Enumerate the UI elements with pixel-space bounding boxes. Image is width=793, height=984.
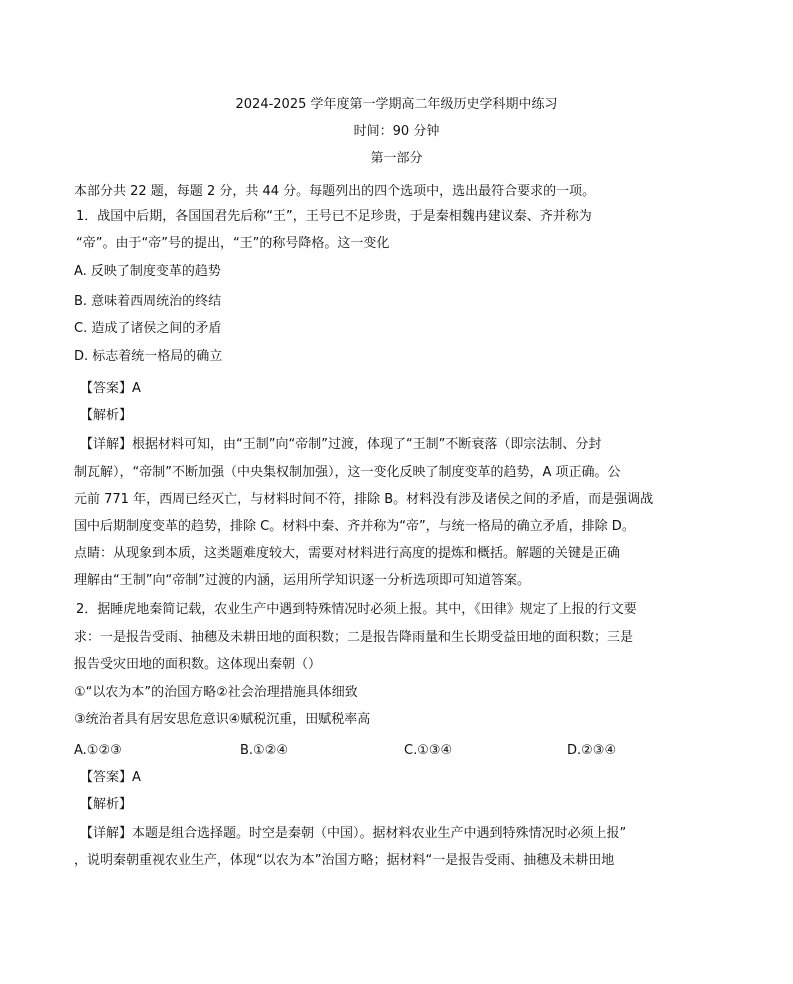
q1-detail-line-3: 元前 771 年，西周已经灭亡，与材料时间不符，排除 B。材料没有涉及诸侯之间的矛盾，而是强调战 [74, 492, 654, 507]
q2-option-c: C.①③④ [404, 743, 453, 758]
q2-stem-line-1: 2．据睡虎地秦简记载，农业生产中遇到特殊情况时必须上报。其中，《田律》规定了上报的行文要 [76, 602, 637, 617]
section-intro: 本部分共 22 题，每题 2 分，共 44 分。每题列出的四个选项中，选出最符合要求的一项。 [74, 184, 596, 199]
q2-stem-line-2: 求：一是报告受雨、抽穗及未耕田地的面积数；二是报告降雨量和生长期受益田地的面积数；三是 [74, 630, 634, 645]
exam-time: 时间：90 分钟 [353, 124, 440, 139]
q2-stem-line-3: 报告受灾田地的面积数。这体现出秦朝（） [74, 657, 322, 672]
q1-detail-line-6: 理解由“王制”向“帝制”过渡的内涵，运用所学知识逐一分析选项即可知道答案。 [74, 573, 530, 588]
q2-analysis-label: 【解析】 [80, 797, 133, 812]
q1-option-b: B. 意味着西周统治的终结 [74, 294, 222, 309]
page-title: 2024-2025 学年度第一学期高二年级历史学科期中练习 [235, 97, 558, 112]
q1-option-c: C. 造成了诸侯之间的矛盾 [74, 321, 222, 336]
q2-statements-line-1: ①“以农为本”的治国方略②社会治理措施具体细致 [74, 685, 358, 700]
q1-stem-line-1: 1．战国中后期，各国国君先后称“王”，王号已不足珍贵，于是秦相魏冉建议秦、齐并称为 [76, 209, 592, 224]
q2-option-a: A.①②③ [74, 743, 122, 758]
q1-option-a: A. 反映了制度变革的趋势 [74, 264, 221, 279]
q1-detail-line-5: 点睛：从现象到本质，这类题难度较大，需要对材料进行高度的提炼和概括。解题的关键是正确 [74, 546, 621, 561]
q1-stem-line-2: “帝”。由于“帝”号的提出，“王”的称号降格。这一变化 [76, 236, 390, 251]
q2-option-b: B.①②④ [240, 743, 289, 758]
q2-answer: 【答案】A [80, 770, 141, 785]
q1-answer: 【答案】A [80, 381, 141, 396]
q2-option-d: D.②③④ [567, 743, 617, 758]
section-title: 第一部分 [370, 151, 423, 166]
q1-option-d: D. 标志着统一格局的确立 [74, 349, 223, 364]
q1-detail-line-2: 制瓦解），“帝制”不断加强（中央集权制加强），这一变化反映了制度变革的趋势，A 项正确。公 [74, 465, 621, 480]
q1-analysis-label: 【解析】 [80, 408, 133, 423]
q1-detail-line-4: 国中后期制度变革的趋势，排除 C。材料中秦、齐并称为“帝”，与统一格局的确立矛盾，排除 D。 [74, 519, 635, 534]
q2-detail-line-1: 【详解】本题是组合选择题。时空是秦朝（中国）。据材料农业生产中遇到特殊情况时必须上报” [80, 826, 627, 841]
q2-statements-line-2: ③统治者具有居安思危意识④赋税沉重，田赋税率高 [74, 712, 371, 727]
q1-detail-line-1: 【详解】根据材料可知，由“王制”向“帝制”过渡，体现了“王制”不断衰落（即宗法制、分封 [80, 437, 602, 452]
q2-detail-line-2: ，说明秦朝重视农业生产，体现“以农为本”治国方略；据材料“一是报告受雨、抽穗及未耕田地 [74, 853, 615, 868]
